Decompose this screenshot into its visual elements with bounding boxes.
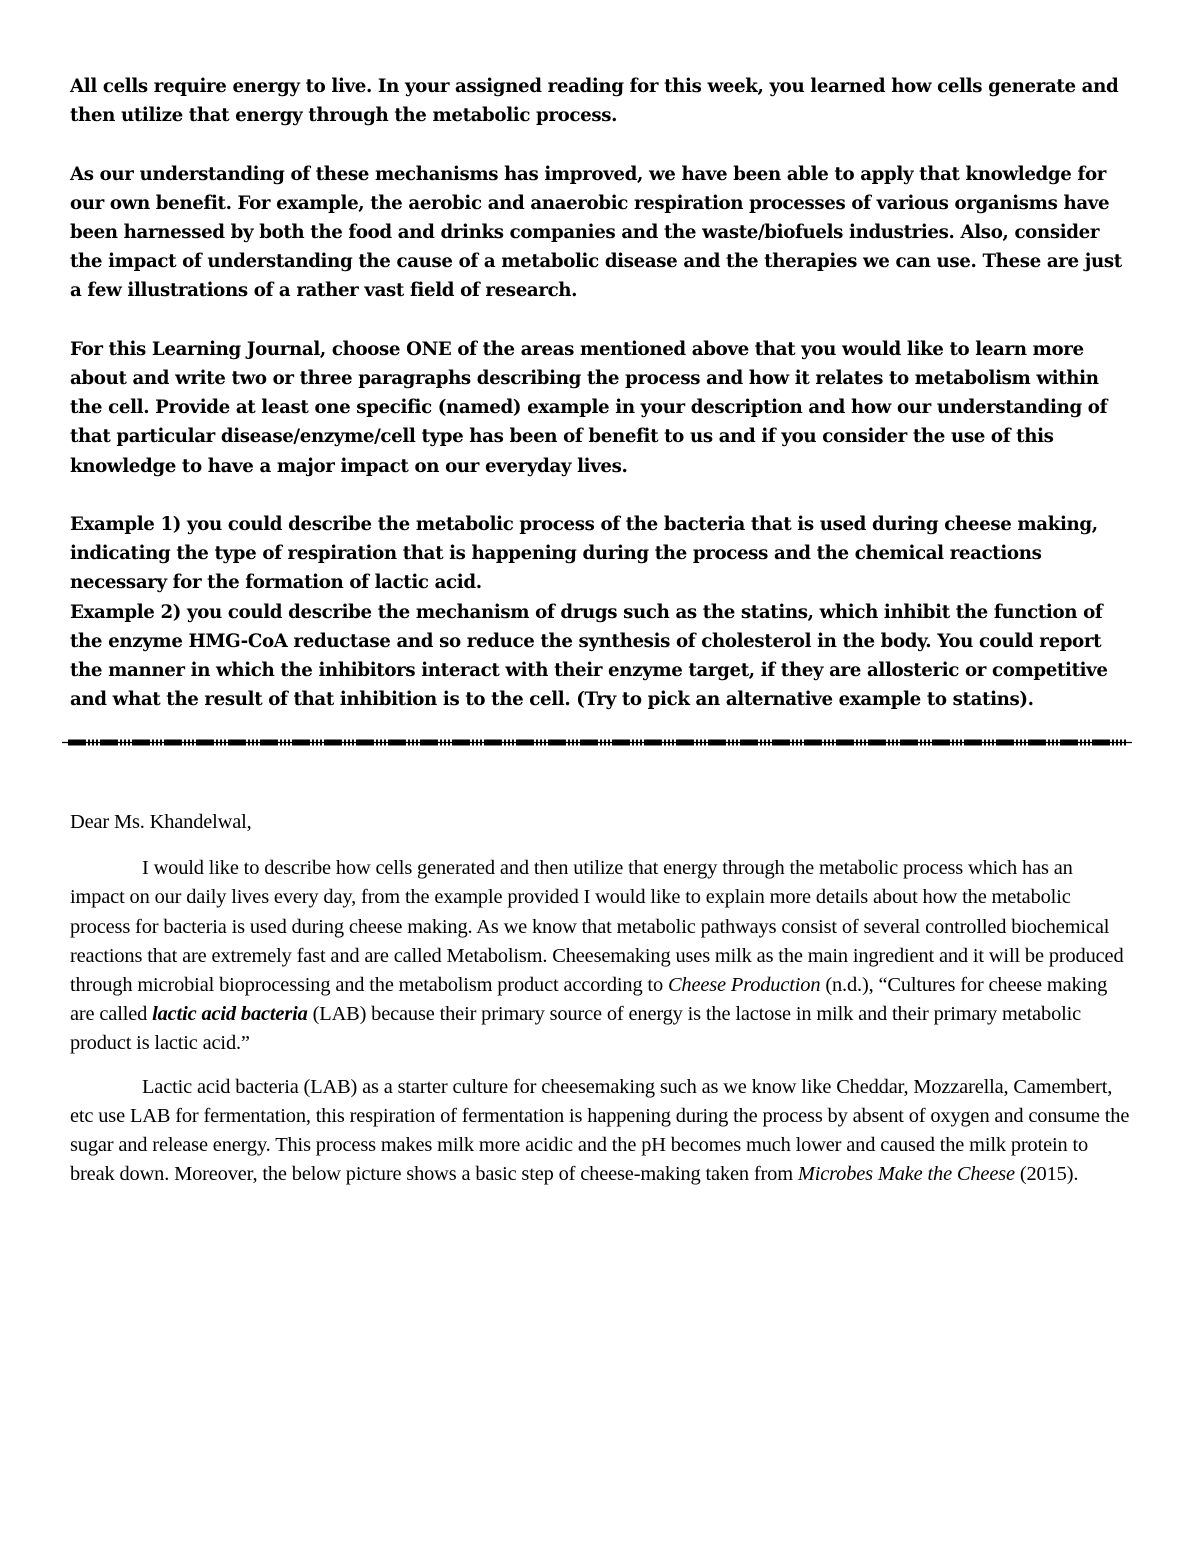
citation-title: Microbes Make the Cheese	[797, 1163, 1015, 1186]
response-text: I would like to describe how cells generated and then utilize that energy through the metabolic process which has an impact on our daily lives every day, from the example provided I would like to explain more details about how the metabolic process for bacteria is used during cheese making. As we know that metabolic pathways consist of several controlled biochemical reactions that are extremely fast and are called Metabolism. Cheesemaking uses milk as the main ingredient and it will be produced through microbial bioprocessing and the metabolism product according to	[70, 857, 1124, 997]
section-divider	[62, 738, 1132, 747]
response-text: Lactic acid bacteria (LAB) as a starter culture for cheesemaking such as we know like Cheddar, Mozzarella, Camembert, etc use LAB for fermentation, this respiration of fermentation is happening during the process by absent of oxygen and consume the sugar and release energy. This process makes milk more acidic and the pH becomes much lower and caused the milk protein to break down. Moreover, the below picture shows a basic step of cheese-making taken from	[70, 1075, 1130, 1186]
citation-title: Cheese Production	[667, 974, 821, 997]
response-text: (LAB) because their primary source of energy is the lactose in milk and their primary metabolic product is lactic acid.”	[70, 1003, 1082, 1055]
response-text: (2015).	[1014, 1163, 1079, 1186]
response-paragraph-1	[70, 854, 1132, 1058]
response-text: (n.d.), “Cultures for cheese making are called	[70, 974, 1108, 1026]
student-response	[70, 808, 1132, 1203]
prompt-example-1: Example 1) you could describe the metabolic process of the bacteria that is used during cheese making, indicating the type of respiration that is happening during the process and the chemical reactions necessary for the formation of lactic acid.	[70, 514, 1098, 594]
key-term: lactic acid bacteria	[152, 1003, 308, 1026]
assignment-prompt	[70, 72, 1132, 714]
prompt-paragraph-intro: All cells require energy to live. In your assigned reading for this week, you learned how cells generate and then utilize that energy through the metabolic process.	[70, 76, 1119, 127]
prompt-paragraph-context: As our understanding of these mechanisms has improved, we have been able to apply that knowledge for our own benefit. For example, the aerobic and anaerobic respiration processes of various organisms have been harnessed by both the food and drinks companies and the waste/biofuels industries. Also, consider the impact of understanding the cause of a metabolic disease and the therapies we can use. These are just a few illustrations of a rather vast field of research.	[70, 163, 1122, 302]
response-paragraph-2	[70, 1073, 1132, 1190]
prompt-example-2: Example 2) you could describe the mechanism of drugs such as the statins, which inhibit the function of the enzyme HMG-CoA reductase and so reduce the synthesis of cholesterol in the body. You could report the manner in which the inhibitors interact with their enzyme target, if they are allosteric or competitive and what the result of that inhibition is to the cell. (Try to pick an alternative example to statins).	[70, 601, 1108, 711]
letter-salutation: Dear Ms. Khandelwal,	[70, 811, 252, 833]
prompt-paragraph-instructions: For this Learning Journal, choose ONE of the areas mentioned above that you would like to learn more about and write two or three paragraphs describing the process and how it relates to metabolism within the cell. Provide at least one specific (named) example in your description and how our understanding of that particular disease/enzyme/cell type has been of benefit to us and if you consider the use of this knowledge to have a major impact on our everyday lives.	[70, 338, 1108, 477]
